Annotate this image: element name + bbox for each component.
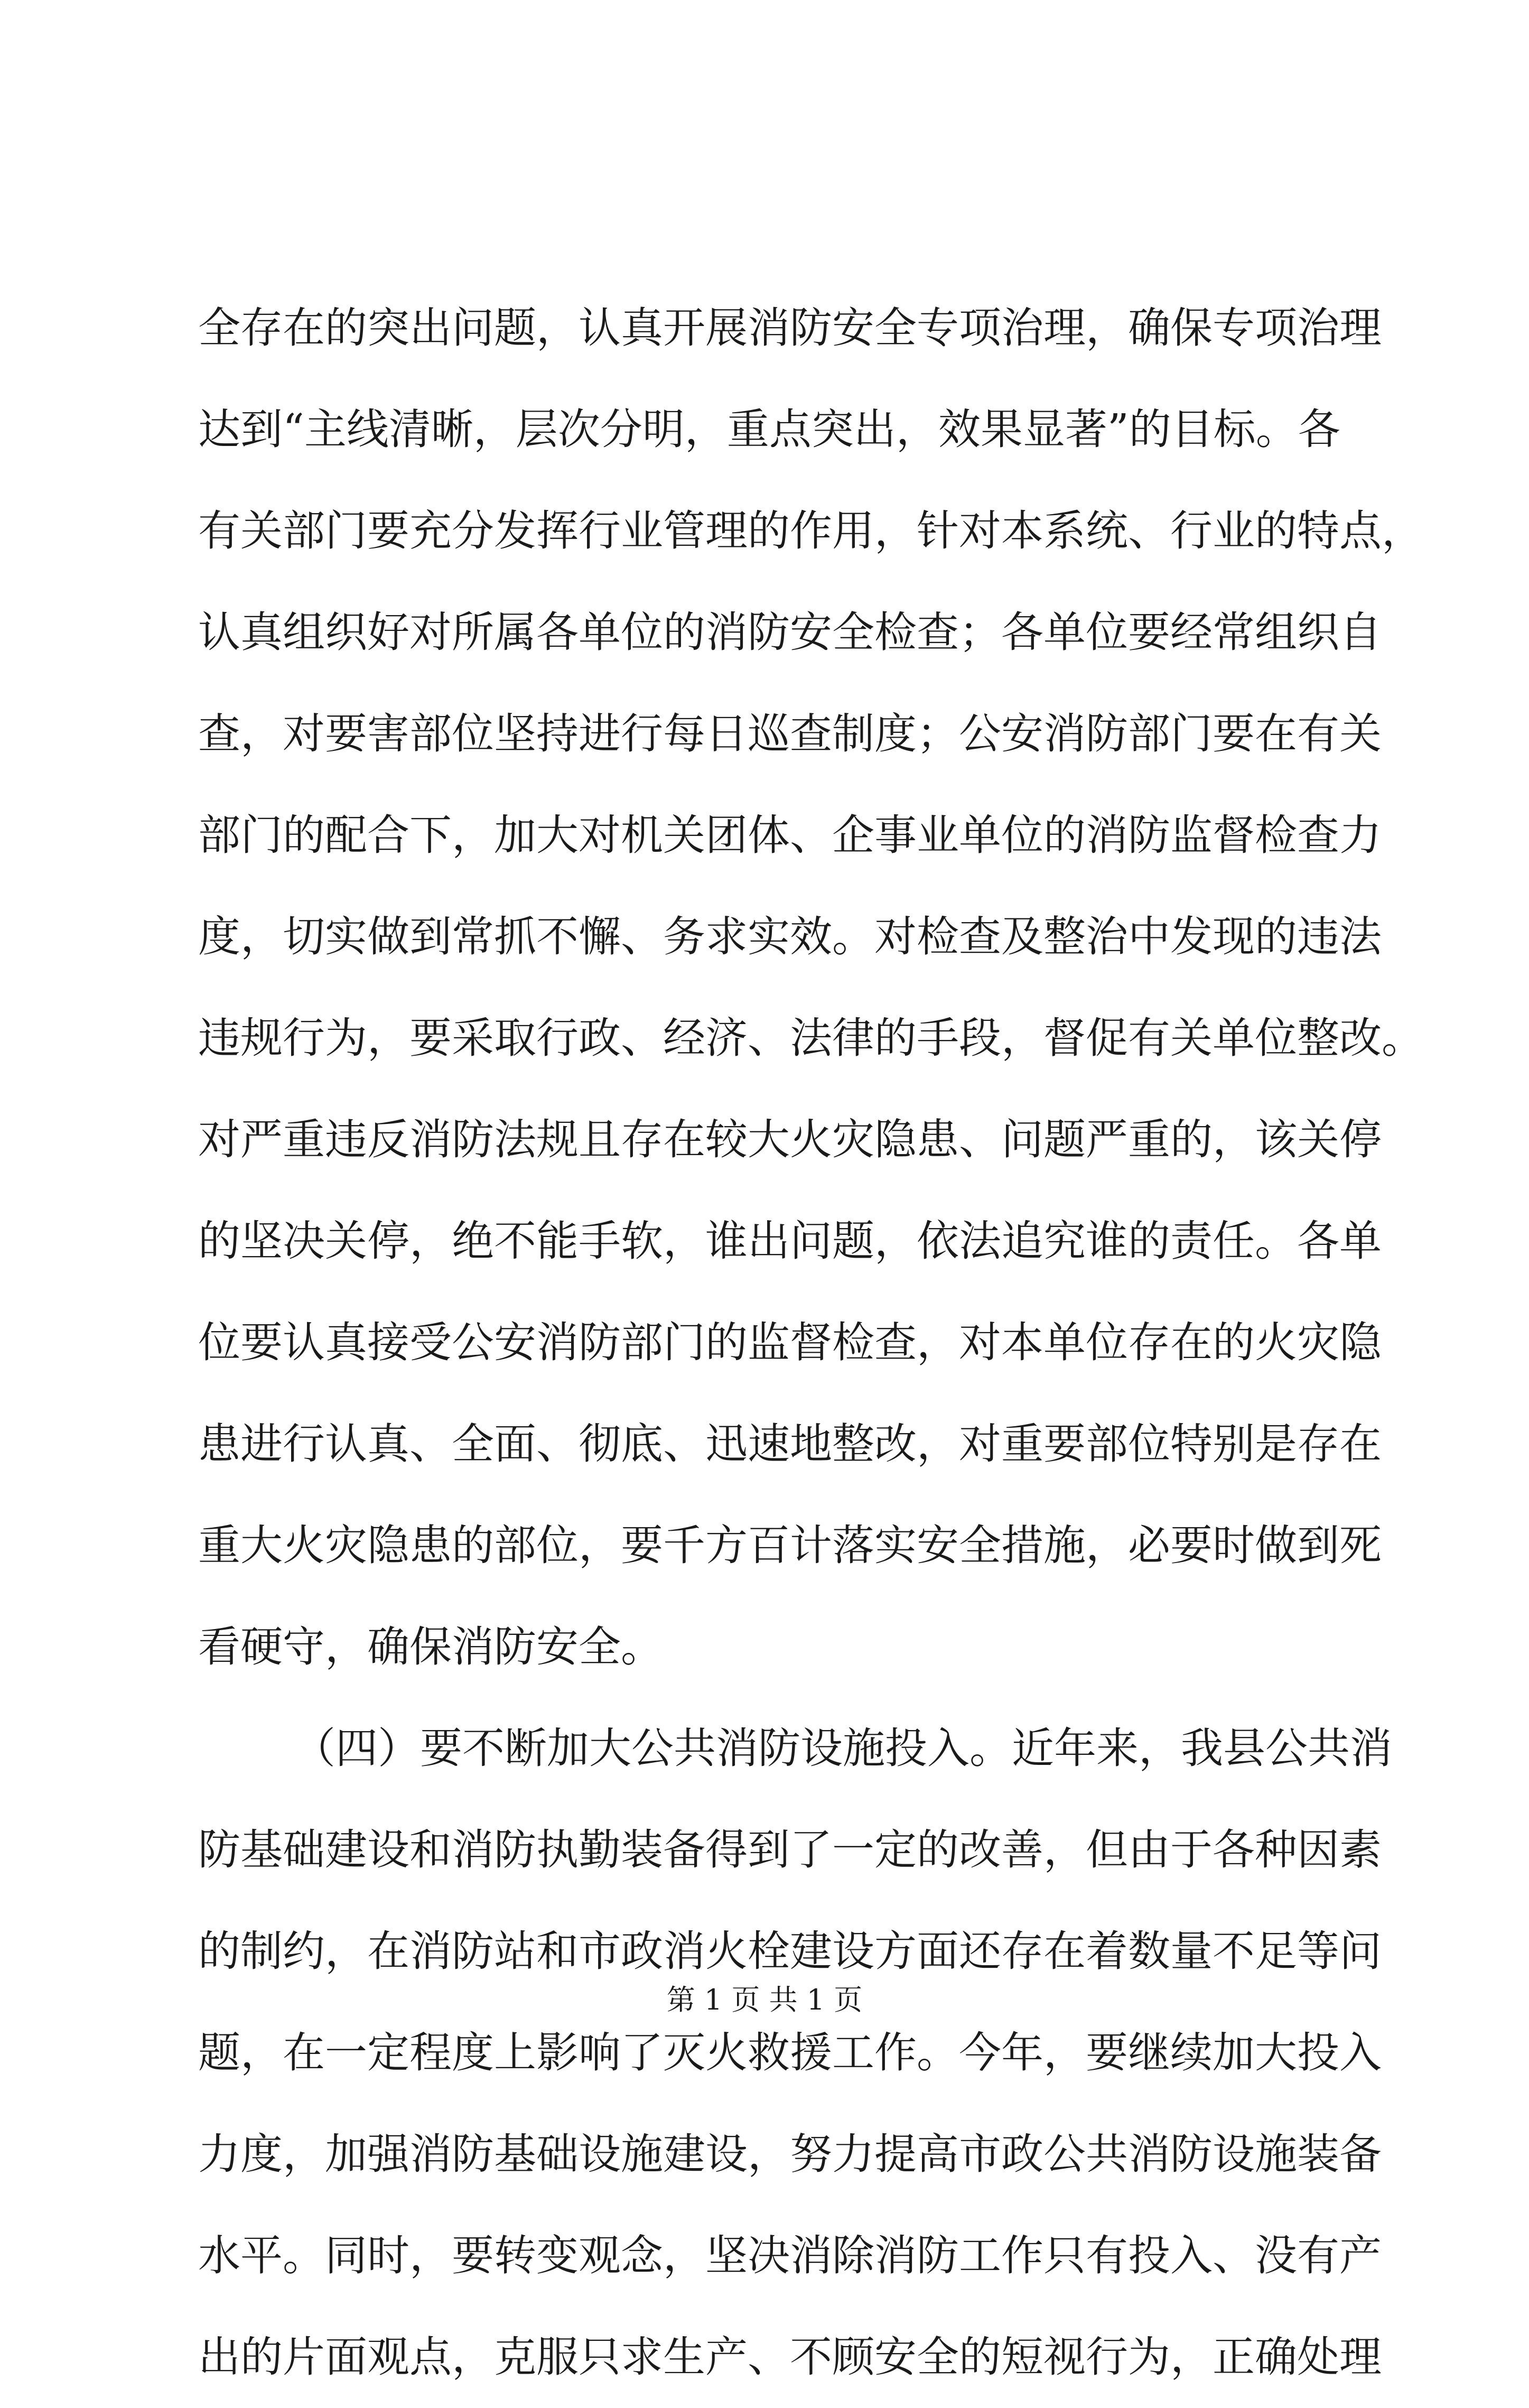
text-line: 的制约，在消防站和市政消火栓建设方面还存在着数量不足等问 [198, 1927, 1382, 1976]
text-line: 防基础建设和消防执勤装备得到了一定的改善，但由于各种因素 [198, 1825, 1382, 1874]
text-line: 位要认真接受公安消防部门的监督检查，对本单位存在的火灾隐 [198, 1318, 1382, 1367]
text-line: 度，切实做到常抓不懈、务求实效。对检查及整治中发现的违法 [198, 912, 1382, 961]
text-line: 的坚决关停，绝不能手软，谁出问题，依法追究谁的责任。各单 [198, 1216, 1382, 1266]
paragraph-heading-line: （四）要不断加大公共消防设施投入。近年来，我县公共消 [293, 1724, 1392, 1773]
text-line: 题，在一定程度上影响了灭火救援工作。今年，要继续加大投入 [198, 2028, 1382, 2077]
text-line: 对严重违反消防法规且存在较大火灾隐患、问题严重的，该关停 [198, 1115, 1382, 1164]
document-body [198, 277, 1424, 2408]
text-line: 看硬守，确保消防安全。 [198, 1622, 663, 1671]
page-number-label: 第 1 页 共 1 页 [666, 1983, 863, 2016]
text-line: 有关部门要充分发挥行业管理的作用，针对本系统、行业的特点， [198, 506, 1424, 555]
page-footer [0, 1982, 1529, 2019]
text-line: 达到“主线清晰，层次分明，重点突出，效果显著”的目标。各 [198, 405, 1340, 454]
text-line: 全存在的突出问题，认真开展消防安全专项治理，确保专项治理 [198, 303, 1382, 352]
text-line: 查，对要害部位坚持进行每日巡查制度；公安消防部门要在有关 [198, 709, 1382, 758]
text-line: 认真组织好对所属各单位的消防安全检查；各单位要经常组织自 [198, 608, 1382, 657]
text-line: 违规行为，要采取行政、经济、法律的手段，督促有关单位整改。 [198, 1014, 1424, 1063]
text-line: 患进行认真、全面、彻底、迅速地整改，对重要部位特别是存在 [198, 1419, 1382, 1468]
text-line: 水平。同时，要转变观念，坚决消除消防工作只有投入、没有产 [198, 2231, 1382, 2280]
text-line: 力度，加强消防基础设施建设，努力提高市政公共消防设施装备 [198, 2130, 1382, 2179]
text-line: 部门的配合下，加大对机关团体、企事业单位的消防监督检查力 [198, 811, 1382, 860]
text-line: 重大火灾隐患的部位，要千方百计落实安全措施，必要时做到死 [198, 1521, 1382, 1570]
text-line: 出的片面观点，克服只求生产、不顾安全的短视行为，正确处理 [198, 2332, 1382, 2382]
